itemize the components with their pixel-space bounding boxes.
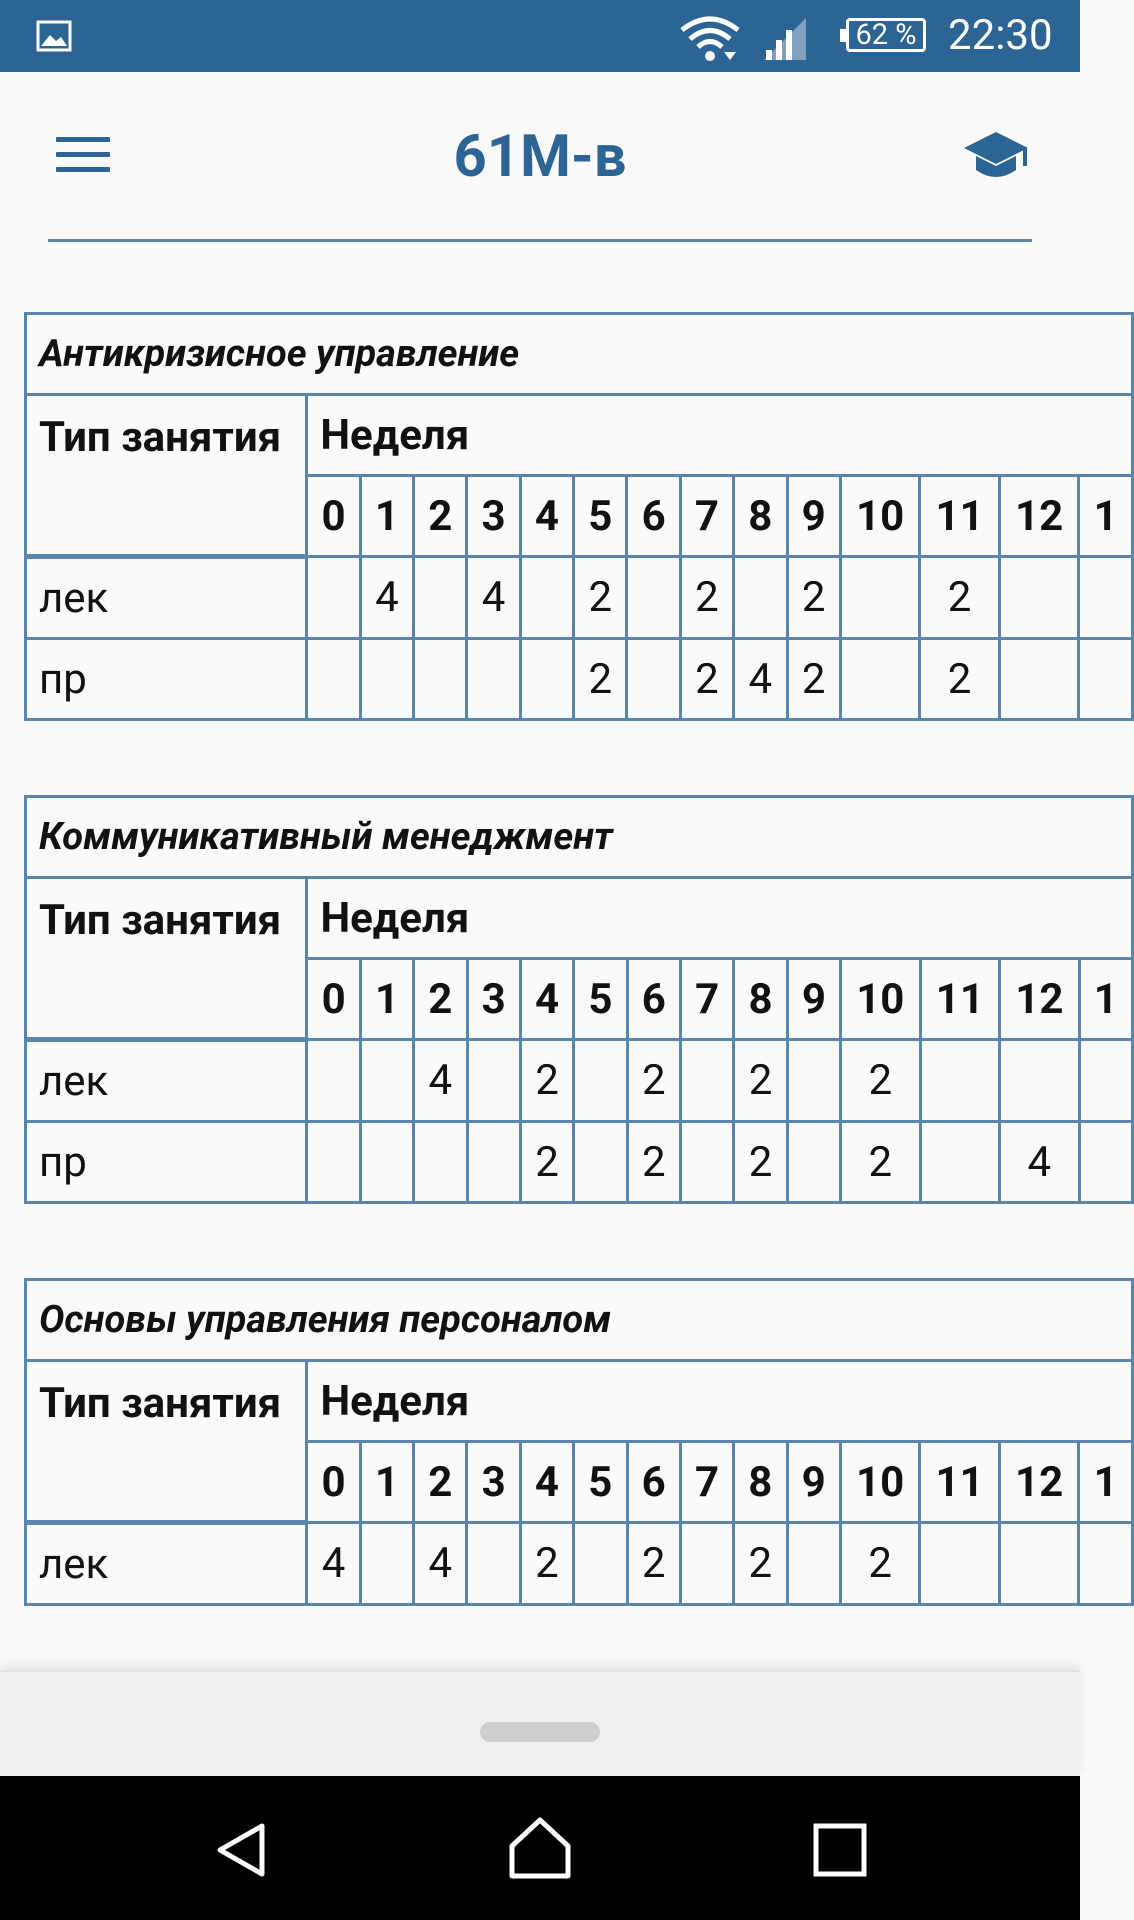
hours-cell (520, 557, 573, 639)
hours-cell (1079, 557, 1133, 639)
hours-cell: 2 (627, 1523, 680, 1605)
hours-cell: 4 (467, 557, 520, 639)
hours-cell (520, 639, 573, 720)
lesson-type: лек (26, 1523, 307, 1605)
week-number: 7 (680, 1442, 733, 1523)
hours-cell: 2 (920, 639, 1000, 720)
week-number: 1 (360, 1442, 413, 1523)
week-number: 5 (574, 959, 627, 1040)
hours-cell (1079, 639, 1133, 720)
course-title: Основы управления персоналом (26, 1280, 1133, 1361)
hours-cell (999, 639, 1079, 720)
wifi-icon (680, 14, 740, 64)
status-bar (0, 0, 1080, 72)
hours-cell: 2 (574, 639, 627, 720)
course-table (24, 1278, 1118, 1632)
hours-cell: 2 (520, 1122, 573, 1203)
table-row (26, 557, 1133, 639)
week-number: 6 (627, 476, 680, 557)
hours-cell: 2 (787, 639, 840, 720)
course-table (24, 312, 1118, 738)
hours-cell: 2 (920, 557, 1000, 639)
hours-cell: 2 (787, 557, 840, 639)
hours-cell (574, 1122, 627, 1203)
type-column-header: Тип занятия (26, 878, 307, 1040)
hours-cell (307, 639, 360, 720)
week-number: 0 (307, 959, 360, 1040)
home-icon[interactable] (508, 1816, 572, 1880)
hours-cell: 2 (841, 1040, 921, 1122)
sheet-handle[interactable] (480, 1722, 600, 1742)
hours-cell: 2 (574, 557, 627, 639)
hours-cell (307, 1040, 360, 1122)
week-number: 11 (920, 1442, 1000, 1523)
week-number: 1 (360, 959, 413, 1040)
hours-cell: 4 (307, 1523, 360, 1605)
hours-cell (999, 1523, 1079, 1605)
hours-cell (787, 1122, 840, 1203)
hours-cell (467, 1523, 520, 1605)
hours-cell (627, 639, 680, 720)
week-number: 1 (1079, 959, 1132, 1040)
week-number: 12 (1000, 959, 1080, 1040)
hours-cell (1079, 1040, 1132, 1122)
week-number: 8 (734, 959, 787, 1040)
header-divider (48, 239, 1032, 242)
table-row (26, 639, 1133, 720)
recents-icon[interactable] (812, 1822, 868, 1878)
week-column-header: Неделя (307, 878, 1133, 959)
hours-cell (360, 639, 413, 720)
week-number: 8 (734, 1442, 787, 1523)
hours-cell (627, 557, 680, 639)
hours-cell: 2 (734, 1122, 787, 1203)
back-icon[interactable] (212, 1820, 272, 1880)
week-number: 3 (467, 1442, 520, 1523)
hours-cell: 2 (734, 1040, 787, 1122)
week-number: 1 (1079, 476, 1133, 557)
week-number: 12 (999, 1442, 1079, 1523)
hours-cell: 4 (414, 1523, 467, 1605)
week-number: 12 (999, 476, 1079, 557)
hours-cell (680, 1040, 733, 1122)
week-number: 4 (520, 476, 573, 557)
week-number: 7 (680, 476, 733, 557)
week-number: 7 (680, 959, 733, 1040)
signal-icon (760, 14, 808, 62)
type-column-header: Тип занятия (26, 1361, 307, 1523)
hours-cell (787, 1523, 840, 1605)
hours-cell (360, 1523, 413, 1605)
week-number: 9 (787, 1442, 840, 1523)
hours-cell (920, 1122, 1000, 1203)
hours-cell: 2 (520, 1040, 573, 1122)
course-title: Антикризисное управление (26, 314, 1133, 395)
battery-icon (846, 18, 926, 52)
hours-cell: 2 (680, 557, 733, 639)
hours-cell: 4 (414, 1040, 467, 1122)
hours-cell: 2 (841, 1122, 921, 1203)
week-number: 5 (574, 476, 627, 557)
hours-cell (734, 557, 787, 639)
hours-cell (840, 639, 920, 720)
week-number: 10 (840, 1442, 920, 1523)
week-number: 11 (920, 959, 1000, 1040)
week-number: 2 (414, 1442, 467, 1523)
hours-cell (1079, 1122, 1132, 1203)
week-column-header: Неделя (307, 1361, 1133, 1442)
course-table (24, 795, 1118, 1221)
week-number: 2 (414, 476, 467, 557)
week-number: 11 (920, 476, 1000, 557)
hours-cell (840, 557, 920, 639)
table-row (26, 1523, 1133, 1605)
table-row (26, 1122, 1133, 1203)
hours-cell (307, 1122, 360, 1203)
week-number: 3 (467, 476, 520, 557)
hours-cell (680, 1523, 733, 1605)
type-column-header: Тип занятия (26, 395, 307, 557)
hours-cell: 2 (680, 639, 733, 720)
graduation-cap-icon[interactable] (962, 126, 1030, 184)
week-number: 9 (787, 476, 840, 557)
hours-cell (680, 1122, 733, 1203)
week-number: 2 (414, 959, 467, 1040)
hours-cell (360, 1122, 413, 1203)
hours-cell (414, 557, 467, 639)
status-time: 22:30 (948, 11, 1053, 60)
hours-cell (1000, 1040, 1080, 1122)
lesson-type: пр (26, 1122, 307, 1203)
page-title: 61М-в (453, 123, 627, 191)
lesson-type: лек (26, 1040, 307, 1122)
hours-cell: 2 (734, 1523, 787, 1605)
week-number: 8 (734, 476, 787, 557)
course-title: Коммуникативный менеджмент (26, 797, 1133, 878)
table-row (26, 1040, 1133, 1122)
lesson-type: лек (26, 557, 307, 639)
hours-cell: 4 (734, 639, 787, 720)
hours-cell (999, 557, 1079, 639)
hours-cell (414, 1122, 467, 1203)
hours-cell (920, 1523, 1000, 1605)
week-number: 10 (840, 476, 920, 557)
week-column-header: Неделя (307, 395, 1133, 476)
bottom-sheet[interactable] (0, 1670, 1080, 1778)
hours-cell: 2 (627, 1122, 680, 1203)
hours-cell (574, 1523, 627, 1605)
navigation-bar (0, 1776, 1080, 1920)
gallery-icon (36, 20, 72, 52)
week-number: 3 (467, 959, 520, 1040)
hours-cell: 2 (627, 1040, 680, 1122)
hours-cell (360, 1040, 413, 1122)
week-number: 0 (307, 1442, 360, 1523)
week-number: 9 (787, 959, 840, 1040)
hours-cell: 2 (840, 1523, 920, 1605)
hours-cell (920, 1040, 1000, 1122)
hours-cell (307, 557, 360, 639)
hours-cell (467, 1040, 520, 1122)
hours-cell: 2 (520, 1523, 573, 1605)
hours-cell (574, 1040, 627, 1122)
week-number: 1 (360, 476, 413, 557)
hours-cell (414, 639, 467, 720)
week-number: 6 (627, 1442, 680, 1523)
week-number: 0 (307, 476, 360, 557)
week-number: 4 (520, 959, 573, 1040)
hours-cell (787, 1040, 840, 1122)
week-number: 10 (841, 959, 921, 1040)
week-number: 1 (1079, 1442, 1133, 1523)
week-number: 6 (627, 959, 680, 1040)
hours-cell: 4 (360, 557, 413, 639)
week-number: 4 (520, 1442, 573, 1523)
battery-level: 62 % (855, 18, 917, 52)
lesson-type: пр (26, 639, 307, 720)
hours-cell (467, 1122, 520, 1203)
hours-cell (1079, 1523, 1133, 1605)
week-number: 5 (574, 1442, 627, 1523)
hours-cell: 4 (1000, 1122, 1080, 1203)
hours-cell (467, 639, 520, 720)
